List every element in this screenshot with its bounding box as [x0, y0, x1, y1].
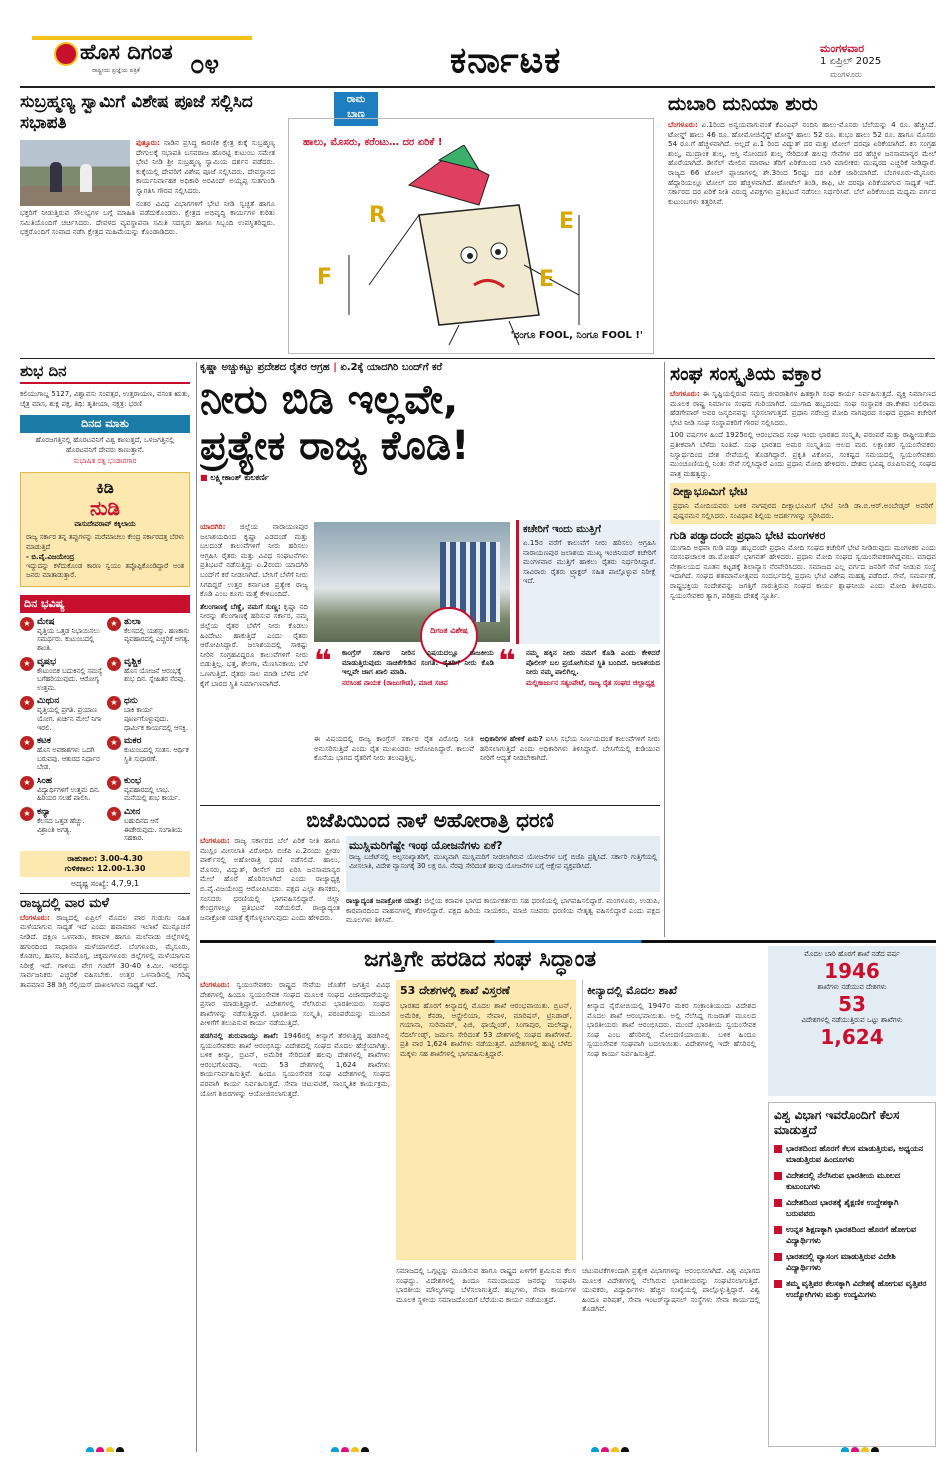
masthead-date: 1 ಏಪ್ರಿಲ್ 2025 — [820, 56, 882, 67]
lead-body: ಐಸಿಸಿ ಸಭೆಯ ನಿರ್ಣಯದಂತೆ ಕಾಲುವೆಗಳಿಗೆ ನೀರು ಹರಿಸಲಾಗುತ್ತಿದೆ ಎಂದು ಅಧಿಕಾರಿಗಳು ತಿಳಿಸಿದ್ದಾರೆ. ಬೇಸಿಗೆಯಲ್ಲಿ ಕುಡಿಯುವ ನೀರಿಗೆ ಆದ್ಯತೆ ನೀಡಬೇಕಾಗಿದೆ. — [480, 734, 660, 763]
kidi-nudi-box — [20, 472, 190, 586]
zodiac-icon: ★ — [107, 696, 121, 710]
dateline: ಬೆಂಗಳೂರು: — [200, 980, 230, 989]
lead-sidebox — [516, 520, 660, 644]
global-headline: ಜಗತ್ತಿಗೇ ಹರಡಿದ ಸಂಘ ಸಿದ್ಧಾಂತ — [363, 947, 597, 972]
story-body: ನಾಡಿನ ಪ್ರಸಿದ್ಧ ಕಾರಣಿಕ ಕ್ಷೇತ್ರ ಕುಕ್ಕೆ ಸುಬ್ರಹ್ಮಣ್ಯ ದೇಗುಲಕ್ಕೆ ಸಭಾಪತಿ ಬಸವರಾಜ ಹೊರಟ್ಟಿ ಕುಟುಂಬ ಸಮೇತ ಭೇಟಿ ನೀಡಿ ಶ್ರೀ ಸುಬ್ರಹ್ಮಣ್ಯ ಸ್ವಾಮಿಯ ದರ್ಶನ ಪಡೆದರು. ಕುಕ್ಕೆಯಲ್ಲಿ ದೇವರಿಗೆ ವಿಶೇಷ ಪೂಜೆ ಸಲ್ಲಿಸಿದರು. ದೇವಸ್ಥಾನದ ಕಾರ್ಯನಿರ್ವಾಹಕ ಅಧಿಕಾರಿ ಅರವಿಂದ್ ಅಯ್ಯಪ್ಪ ಸುತಗುಂಡಿ ಸ್ವಾಗತಿಸಿ ಗೌರವ ಸಲ್ಲಿಸಿದರು. — [136, 138, 275, 195]
horoscope-sign — [107, 736, 190, 772]
cartoon-drawing — [289, 145, 649, 345]
global-body: ಸ್ವಯಂಸೇವಕರು ರಾಷ್ಟ್ರದ ಸೇವೆಯ ಜೊತೆಗೆ ಜಗತ್ತಿನ ವಿವಿಧ ದೇಶಗಳಲ್ಲಿ ಹಿಂದೂ ಸ್ವಯಂಸೇವಕ ಸಂಘದ ಮೂಲಕ ಸಂಘದ ವಿಚಾರಧಾರೆಯನ್ನು ಪ್ರಸಾರ ಮಾಡುತ್ತಿದ್ದಾರೆ. ವಿದೇಶಗಳಲ್ಲಿ ನೆಲೆಸಿರುವ ಭಾರತೀಯರು ಸಂಘದ ಶಾಖೆಗಳನ್ನು ನಡೆಸುತ್ತಿದ್ದಾರೆ. ಭಾರತೀಯ ಸಂಸ್ಕೃತಿ, ಪರಂಪರೆಯನ್ನು ಮುಂದಿನ ಪೀಳಿಗೆಗೆ ತಲುಪಿಸುವ ಕಾರ್ಯ ನಡೆಯುತ್ತಿದೆ. — [200, 980, 390, 1028]
story-photo — [20, 140, 130, 206]
horoscope-sign — [20, 807, 103, 843]
stat-value: 1946 — [824, 959, 880, 983]
rss-body: ಯುಗಾದಿ ಅಥವಾ ಗುಡಿ ಪಡ್ವಾ ಹಬ್ಬದಂದೇ ಪ್ರಧಾನಿ ಮೋದಿ ಸಂಘದ ಕಚೇರಿಗೆ ಭೇಟಿ ನೀಡಿರುವುದು ಮಂಗಳಕರ ಎಂದು ಸರಸಂಘಚಾಲಕ ಡಾ.ಮೋಹನ್ ಭಾಗವತ್ ಹೇಳಿದರು. ಪ್ರಧಾನಿ ಮೋದಿ ಸಂಘದ ಸ್ವಯಂಸೇವಕರಾಗಿದ್ದವರು. ಮಾಧವ ನೇತ್ರಾಲಯದ ನೂತನ ಕಟ್ಟಡಕ್ಕೆ ಶಿಲಾನ್ಯಾಸ ನೆರವೇರಿಸಿದರು. ಸಮಾಜದ ಎಲ್ಲ ವರ್ಗದ ಜನರಿಗೆ ಸೇವೆ ನೀಡುವ ಸಂಸ್ಥೆ ಇದಾಗಿದೆ. ಸಂಘದ ಶತಮಾನೋತ್ಸವದ ಸಂದರ್ಭದಲ್ಲಿ ಪ್ರಧಾನಿ ಭೇಟಿ ವಿಶೇಷ ಮಹತ್ವ ಪಡೆದಿದೆ. ಸೇವೆ, ಸಮರ್ಪಣೆ, ರಾಷ್ಟ್ರಭಕ್ತಿಯ ಸಂದೇಶವನ್ನು ಜಗತ್ತಿಗೆ ಸಾರುತ್ತಿರುವ ಸಂಘದ ಕಾರ್ಯ ಶ್ಲಾಘನೀಯ ಎಂದು ಮೋದಿ ತಿಳಿಸಿದರು. ಸ್ವಯಂಸೇವಕರ ತ್ಯಾಗ, ಪರಿಶ್ರಮ ದೇಶಕ್ಕೆ ಸ್ಫೂರ್ತಿ. — [670, 542, 936, 600]
checkbox-icon — [774, 1172, 782, 1180]
cartoon-caption-top: ಹಾಲು, ಮೊಸರು, ಕರೆಂಟು… ದರ ಏರಿಕೆ ! — [303, 137, 443, 148]
horoscope-sign — [20, 657, 103, 693]
zodiac-icon: ★ — [20, 776, 34, 790]
checkbox-icon — [774, 1226, 782, 1234]
dateline: ಬೆಂಗಳೂರು: — [670, 389, 700, 398]
zodiac-icon: ★ — [107, 807, 121, 821]
zodiac-icon: ★ — [107, 736, 121, 750]
rss-body: ಪ್ರಧಾನಿ ಮೋದಿಯವರು ಬಳಿಕ ನಾಗಪುರದ ದೀಕ್ಷಾಭೂಮಿಗೆ ಭೇಟಿ ನೀಡಿ ಡಾ.ಬಿ.ಆರ್.ಅಂಬೇಡ್ಕರ್ ಅವರಿಗೆ ಪುಷ್ಪನಮನ ಸಲ್ಲಿಸಿದರು. ಸಂವಿಧಾನ ಶಿಲ್ಪಿಯ ಆದರ್ಶಗಳನ್ನು ಸ್ಮರಿಸಿದರು. — [670, 501, 936, 523]
lead-byline: ■ ಲಕ್ಷ್ಮೀಕಾಂತ್ ಕುಲಕರ್ಣಿ — [200, 473, 269, 482]
cartoon-tag: ರಾಮ ಬಾಣ — [334, 92, 378, 126]
sign-text: ಕೌಟುಂಬಿಕ ಬದುಕಿನಲ್ಲಿ ಸಮಸ್ಯೆ ಬಗೆಹರಿಯುವುದು. ಆರೋಗ್ಯ ಉತ್ತಮ. — [37, 666, 103, 692]
global-body: 1946ರಲ್ಲಿ ಕೀನ್ಯಾಗೆ ತೆರಳುತ್ತಿದ್ದ ಹಡಗಿನಲ್ಲಿ ಸ್ವಯಂಸೇವಕರು ಶಾಖೆ ಆರಂಭಿಸಿದ್ದು ವಿದೇಶದಲ್ಲಿ ಸಂಘದ ಮೊದಲ ಹೆಜ್ಜೆಯಾಗಿತ್ತು. ಬಳಿಕ ಕೀನ್ಯಾ, ಬ್ರಿಟನ್, ಅಮೆರಿಕ ಸೇರಿದಂತೆ ಹಲವು ದೇಶಗಳಲ್ಲಿ ಶಾಖೆಗಳು ಆರಂಭಗೊಂಡವು. ಇಂದು 53 ದೇಶಗಳಲ್ಲಿ 1,624 ಶಾಖೆಗಳು ಕಾರ್ಯನಿರ್ವಹಿಸುತ್ತಿವೆ. ಹಿಂದೂ ಸ್ವಯಂಸೇವಕ ಸಂಘ ವಿದೇಶಗಳಲ್ಲಿ ಸಂಘದ ಪರವಾಗಿ ಕಾರ್ಯ ನಿರ್ವಹಿಸುತ್ತದೆ. ಸೇವಾ ಚಟುವಟಿಕೆ, ಸಾಂಸ್ಕೃತಿಕ ಕಾರ್ಯಕ್ರಮ, ಯೋಗ ಶಿಬಿರಗಳನ್ನು ಆಯೋಜಿಸಲಾಗುತ್ತದೆ. — [200, 1030, 390, 1098]
sign-name: ಕುಂಭ — [124, 775, 142, 786]
cartoon-panel — [286, 92, 656, 354]
cartoon-letter: F — [317, 265, 333, 290]
rain-headline: ರಾಜ್ಯದಲ್ಲಿ ವಾರ ಮಳೆ — [20, 893, 190, 911]
sign-name: ಸಿಂಹ — [37, 775, 53, 786]
panchanga-text: ಕಲಿಯುಗಾಬ್ದ 5127, ವಿಶ್ವಾವಸು ಸಂವತ್ಸರ, ಉತ್ತರಾಯಣ, ವಸಂತ ಋತು, ಚೈತ್ರ ಮಾಸ, ಶುಕ್ಲ ಪಕ್ಷ, ತಿಥಿ: ತೃತೀಯಾ, ನಕ್ಷತ್ರ: ಭರಣಿ — [20, 390, 190, 408]
section-title: ಕರ್ನಾಟಕ — [450, 40, 562, 81]
checkbox-icon — [774, 1253, 782, 1261]
checkbox-icon — [774, 1280, 782, 1288]
lucky-number: ಅದೃಷ್ಟ ಸಂಖ್ಯೆ: 4,7,9,1 — [70, 878, 140, 888]
lead-subhead: ಅಧಿಕಾರಿಗಳ ಹೇಳಿಕೆ ಏನು? — [480, 734, 543, 743]
vishwa-headline: ವಿಶ್ವ ವಿಭಾಗ ಇವರೊಂದಿಗೆ ಕೆಲಸ ಮಾಡುತ್ತದೆ — [774, 1108, 900, 1137]
lead-headline-line2: ಪ್ರತ್ಯೇಕ ರಾಜ್ಯ ಕೊಡಿ! — [200, 423, 470, 469]
quote-header: ದಿನದ ಮಾತು — [20, 415, 190, 433]
story-headline: ದುಬಾರಿ ದುನಿಯಾ ಶುರು — [668, 93, 818, 115]
sign-text: ವೃತ್ತಿಯಲ್ಲಿ ಪ್ರಗತಿ. ಪ್ರಯಾಣ ಯೋಗ. ಖರ್ಚಿನ ಮೇಲೆ ನಿಗಾ ಇರಲಿ. — [37, 706, 102, 732]
lead-quote-2: ❝ ನಮ್ಮ ಹಕ್ಕಿನ ನೀರು ನಮಗೆ ಕೊಡಿ ಎಂದು ಕೇಳಿದರೆ ಪೊಲೀಸ್ ಬಲ ಪ್ರಯೋಗಿಸುವ ಸ್ಥಿತಿ ಬಂದಿದೆ. ಜಲಾಶಯದ ನೀರು ನಮ್ಮ ಪಾಲಿಗಿಲ್ಲ. ಮಲ್ಲಿಕಾರ್ಜುನ ಸತ್ಯಂಪೇಟೆ, ರಾಜ್ಯ ರೈತ ಸಂಘದ ಜಿಲ್ಲಾಧ್ಯಕ್ಷ — [498, 648, 660, 687]
bjp-body: ಜಿಲ್ಲೆಯ ಕರಾವಳಿ ಭಾಗದ ಕಾರ್ಯಕರ್ತರು ಸಹ ಧರಣಿಯಲ್ಲಿ ಭಾಗವಹಿಸಲಿದ್ದಾರೆ. ಮಂಗಳೂರು, ಉಡುಪಿ, ಕಾರವಾರದಿಂದ ವಾಹನಗಳಲ್ಲಿ ತೆರಳಲಿದ್ದಾರೆ. ಪಕ್ಷದ ಹಿರಿಯ ನಾಯಕರು, ಮಾಜಿ ಸಚಿವರು ಧರಣಿಯ ನೇತೃತ್ವ ವಹಿಸಲಿದ್ದಾರೆ ಎಂದು ಪಕ್ಷದ ಮೂಲಗಳು ತಿಳಿಸಿವೆ. — [346, 896, 660, 925]
zodiac-icon: ★ — [107, 657, 121, 671]
stat-value: 1,624 — [820, 1025, 884, 1049]
quote-icon: ❝ — [314, 648, 332, 679]
sign-name: ಮಿಥುನ — [37, 696, 60, 707]
rss-story — [670, 362, 936, 937]
kidi-line: ಇದ್ದುದನ್ನು ಕಳೆದುಕೊಂಡ ಕಾರಣ ಸ್ವಯಂ ತಪ್ಪೊಪ್ಪಿಕೊಂಡಿದ್ದಾರೆ ಅಂತ ಜನರು ಮಾತಾಡುತ್ತಾರೆ. — [26, 561, 184, 580]
print-marks — [85, 1440, 135, 1452]
stat-value: 53 — [838, 992, 866, 1016]
horoscope-header: ದಿನ ಭವಿಷ್ಯ — [20, 595, 190, 613]
zodiac-icon: ★ — [20, 617, 34, 631]
quote-icon: ❝ — [498, 648, 516, 679]
dateline: ಪುತ್ತೂರು: — [136, 138, 160, 147]
rss-body: 100 ವರ್ಷಗಳ ಹಿಂದೆ 1925ರಲ್ಲಿ ಆರಂಭವಾದ ಸಂಘ ಇಂದು ಭಾರತದ ಸಂಸ್ಕೃತಿ, ಪರಂಪರೆ ಮತ್ತು ರಾಷ್ಟ್ರೀಯತೆಯ ಪ್ರತೀಕವಾಗಿ ಬೆಳೆದು ನಿಂತಿದೆ. ಸಂಘ ಭಾರತದ ಅಮರ ಸಂಸ್ಕೃತಿಯ ಆಲದ ಮರ. ಲಕ್ಷಾಂತರ ಸ್ವಯಂಸೇವಕರು ನಿಸ್ವಾರ್ಥದಿಂದ ದೇಶ ಸೇವೆಯಲ್ಲಿ ತೊಡಗಿದ್ದಾರೆ. ಪ್ರಕೃತಿ ವಿಕೋಪ, ಸಂಕಷ್ಟದ ಸಮಯದಲ್ಲಿ ಸ್ವಯಂಸೇವಕರು ಮುಂಚೂಣಿಯಲ್ಲಿ ನಿಂತು ಸೇವೆ ಸಲ್ಲಿಸಿದ್ದಾರೆ ಎಂದು ಪ್ರಧಾನಿ ಮೋದಿ ಹೇಳಿದರು. ದೇಶದ ಭವಿಷ್ಯ ರೂಪಿಸುವಲ್ಲಿ ಸಂಘದ ಪಾತ್ರ ಮಹತ್ವದ್ದು. — [670, 430, 936, 478]
checkbox-icon — [774, 1199, 782, 1207]
shubha-dina-header: ಶುಭ ದಿನ — [20, 362, 190, 384]
story-price-hike — [668, 92, 936, 354]
vishwa-list-item: ವಿದೇಶದಲ್ಲಿ ನೆಲೆಸಿರುವ ಭಾರತೀಯ ಮೂಲದ ಕುಟುಂಬಗಳು — [774, 1171, 930, 1192]
horoscope-sign — [20, 736, 103, 772]
lead-story — [200, 362, 660, 802]
masthead-city: ಮಂಗಳೂರು — [830, 70, 862, 79]
print-marks — [840, 1440, 890, 1452]
bjp-story — [200, 808, 660, 936]
sign-text: ವಿದ್ಯಾರ್ಥಿಗಳಿಗೆ ಉತ್ತಮ ದಿನ. ಹಿರಿಯರ ಸಲಹೆ ಪಾಲಿಸಿ. — [37, 785, 100, 803]
sign-text: ಹೊಸ ಯೋಜನೆ ಆರಂಭಕ್ಕೆ ಶುಭ ದಿನ. ಸ್ನೇಹಿತರ ನೆರವು. — [124, 666, 186, 684]
shubha-dina-column — [20, 362, 190, 1452]
horoscope-sign — [107, 776, 190, 803]
stats-box: ಮೊದಲ ಬಾರಿ ಹೊರಗೆ ಶಾಖೆ ನಡೆದ ವರ್ಷ 1946 ಶಾಖೆಗಳು ನಡೆಯುವ ದೇಶಗಳು 53 ವಿದೇಶಗಳಲ್ಲಿ ನಡೆಯುತ್ತಿರುವ ಒಟ್ಟು ಶಾಖೆಗಳು 1,624 — [768, 946, 936, 1096]
dateline: ಬೆಂಗಳೂರು: — [200, 836, 230, 845]
global-body: ಸಮಾಜದಲ್ಲಿ ಒಗ್ಗಟ್ಟನ್ನು ಮೂಡಿಸುವ ಹಾಗೂ ರಾಷ್ಟ್ರದ ಏಳಿಗೆಗೆ ಶ್ರಮಿಸುವ ಕೆಲಸ ಸಂಘದ್ದು. ವಿದೇಶಗಳಲ್ಲಿ ಹಿಂದೂ ಸಮುದಾಯದ ಜನರನ್ನು ಸಂಘಟಿಸಿ ಭಾರತೀಯ ಮೌಲ್ಯಗಳನ್ನು ಬೆಳೆಸಲಾಗುತ್ತಿದೆ. ಹಬ್ಬಗಳು, ಸೇವಾ ಕಾರ್ಯಗಳ ಮೂಲಕ ಸ್ಥಳೀಯ ಸಮಾಜದೊಂದಿಗೆ ಬೆರೆಯುವ ಕಾರ್ಯ ನಡೆಯುತ್ತದೆ. — [396, 1266, 576, 1304]
rss-subhead: ಗುಡಿ ಪಡ್ವಾದಂದೇ ಪ್ರಧಾನಿ ಭೇಟಿ ಮಂಗಳಕರ — [670, 528, 826, 542]
cartoon-letter: R — [369, 203, 386, 228]
logo-text: ಹೊಸ ದಿಗಂತ — [80, 40, 173, 64]
kidi-sub: ನುಡಿ — [89, 496, 121, 521]
masthead — [10, 28, 935, 86]
global-box-kenya: ಕೀನ್ಯಾದಲ್ಲಿ ಮೊದಲ ಶಾಖೆ ಕೀನ್ಯಾದ ನೈರೋಬಿಯಲ್ಲಿ 1947ರ ಮಕರ ಸಂಕ್ರಾಂತಿಯಂದು ವಿದೇಶದ ಮೊದಲ ಶಾಖೆ ಆರಂಭವಾಯಿತು. ಅಲ್ಲಿ ನೆಲೆಸಿದ್ದ ಗುಜರಾತ್ ಮೂಲದ ಭಾರತೀಯರು ಶಾಖೆ ಆರಂಭಿಸಿದರು. ಮುಂದೆ ಭಾರತೀಯ ಸ್ವಯಂಸೇವಕ ಸಂಘ ಎಂಬ ಹೆಸರಿನಲ್ಲಿ ನೋಂದಣಿಯಾಯಿತು. ಬಳಿಕ ಹಿಂದೂ ಸ್ವಯಂಸೇವಕ ಸಂಘವಾಗಿ ಬದಲಾಯಿತು. ವಿದೇಶಗಳಲ್ಲಿ ಇದೇ ಹೆಸರಿನಲ್ಲಿ ಸಂಘ ಕಾರ್ಯ ನಿರ್ವಹಿಸುತ್ತಿದೆ. — [582, 980, 760, 1260]
vishwa-list-item: ಭಾರತದಿಂದ ಹೊರಗೆ ಕೆಲಸ ಮಾಡುತ್ತಿರುವ, ಅಧ್ಯಯನ ಮಾಡುತ್ತಿರುವ ಹಿಂದೂಗಳು — [774, 1144, 930, 1165]
sign-text: ಬಾಕಿ ಕಾರ್ಯ ಪೂರ್ಣಗೊಳ್ಳುವುದು. ಧಾರ್ಮಿಕ ಕಾರ್ಯದಲ್ಲಿ ಆಸಕ್ತಿ. — [124, 706, 188, 732]
horoscope-grid — [20, 617, 190, 847]
sign-text: ಕುಟುಂಬದಲ್ಲಿ ಸಂತಸ. ಆರ್ಥಿಕ ಸ್ಥಿತಿ ಸುಧಾರಣೆ. — [124, 746, 189, 763]
lead-kicker: ಕೃಷ್ಣಾ ಅಚ್ಚುಕಟ್ಟು ಪ್ರದೇಶದ ರೈತರ ಆಗ್ರಹ | ಏ.2ಕ್ಕೆ ಯಾದಗಿರಿ ಬಂದ್‌ಗೆ ಕರೆ — [200, 362, 443, 373]
sign-text: ಹೊಸ ಅವಕಾಶಗಳು ಒದಗಿ ಬರುವವು. ಆತುರದ ನಿರ್ಧಾರ ಬೇಡ. — [37, 746, 100, 772]
kidi-line: ರಾಜ್ಯ ಸರ್ಕಾರ ತನ್ನ ತಪ್ಪುಗಳನ್ನು ಮರೆಮಾಚಲು ಕೇಂದ್ರ ಸರ್ಕಾರದತ್ತ ಬೆರಳು ಮಾಡುತ್ತಿದೆ — [26, 533, 184, 551]
sign-name: ವೃಶ್ಚಿಕ — [124, 656, 142, 667]
person-icon — [80, 164, 92, 192]
dateline: ಬೆಂಗಳೂರು: — [668, 120, 698, 129]
rss-headline: ಸಂಘ ಸಂಸ್ಕೃತಿಯ ವಕ್ತಾರ — [670, 363, 822, 385]
horoscope-sign — [20, 617, 103, 653]
lead-body: ಜಿಲ್ಲೆಯ ನಾರಾಯಣಪುರ ಜಲಾಶಯದಿಂದ ಕೃಷ್ಣಾ ಎಡದಂಡೆ ಮತ್ತು ಬಲದಂಡೆ ಕಾಲುವೆಗಳಿಗೆ ನೀರು ಹರಿಸಲು ಆಗ್ರಹಿಸಿ ರೈತರು ಮತ್ತು ವಿವಿಧ ಸಂಘಟನೆಗಳು ಪ್ರತಿಭಟನೆ ನಡೆಸುತ್ತಿದ್ದು ಏ.2ರಂದು ಯಾದಗಿರಿ ಬಂದ್‌ಗೆ ಕರೆ ನೀಡಲಾಗಿದೆ. ಬೇಸಿಗೆ ಬೆಳೆಗೆ ನೀರು ಸಿಗದಿದ್ದರೆ ಉತ್ತರ ಕರ್ನಾಟಕ ಪ್ರತ್ಯೇಕ ರಾಜ್ಯ ಕೊಡಿ ಎಂಬ ಕೂಗು ಮತ್ತೆ ಕೇಳಿಬಂದಿದೆ. — [200, 522, 308, 599]
horoscope-sign — [107, 617, 190, 653]
checkbox-icon — [774, 1145, 782, 1153]
story-headline: ಸುಬ್ರಹ್ಮಣ್ಯ ಸ್ವಾಮಿಗೆ ವಿಶೇಷ ಪೂಜೆ ಸಲ್ಲಿಸಿದ ಸಭಾಪತಿ — [20, 92, 253, 133]
rss-subhead: ದೀಕ್ಷಾಭೂಮಿಗೆ ಭೇಟಿ — [670, 483, 936, 501]
bjp-body: ರಾಜ್ಯ ಸರ್ಕಾರದ ಬೆಲೆ ಏರಿಕೆ ನೀತಿ ಹಾಗೂ ಮುಸ್ಲಿಂ ಮೀಸಲಾತಿ ವಿರೋಧಿಸಿ ಬಿಜೆಪಿ ಏ.2ರಂದು ಫ್ರೀಡಂ ಪಾರ್ಕ್‌ನಲ್ಲಿ ಅಹೋರಾತ್ರಿ ಧರಣಿ ನಡೆಸಲಿದೆ. ಹಾಲು, ಮೊಸರು, ವಿದ್ಯುತ್, ಡೀಸೆಲ್ ದರ ಏರಿಸಿ ಜನಸಾಮಾನ್ಯರ ಮೇಲೆ ಹೊರೆ ಹೊರಿಸಲಾಗಿದೆ ಎಂದು ರಾಜ್ಯಾಧ್ಯಕ್ಷ ಬಿ.ವೈ.ವಿಜಯೇಂದ್ರ ಆರೋಪಿಸಿದರು. ಪಕ್ಷದ ಎಲ್ಲಾ ಶಾಸಕರು, ಸಂಸದರು ಧರಣಿಯಲ್ಲಿ ಭಾಗವಹಿಸಲಿದ್ದಾರೆ. ಜಿಲ್ಲಾ ಕೇಂದ್ರಗಳಲ್ಲೂ ಪ್ರತಿಭಟನೆ ನಡೆಯಲಿದೆ. ರಾಜ್ಯಾದ್ಯಂತ ಜನಾಕ್ರೋಶ ಯಾತ್ರೆ ಕೈಗೊಳ್ಳಲಾಗುವುದು ಎಂದು ಹೇಳಿದರು. — [200, 836, 340, 922]
lead-body: ಈ ವಿಷಯದಲ್ಲಿ ರಾಜ್ಯ ಕಾಂಗ್ರೆಸ್ ಸರ್ಕಾರ ರೈತ ವಿರೋಧಿ ನೀತಿ ಅನುಸರಿಸುತ್ತಿದೆ ಎಂದು ರೈತ ಮುಖಂಡರು ಆರೋಪಿಸಿದ್ದಾರೆ. ಕಾಲುವೆ ಕೊನೆಯ ಭಾಗದ ರೈತರಿಗೆ ನೀರು ತಲುಪುತ್ತಿಲ್ಲ. — [314, 734, 474, 763]
sign-text: ಕೆಲಸದಲ್ಲಿ ಯಶಸ್ಸು. ಹಣಕಾಸು ವ್ಯವಹಾರದಲ್ಲಿ ಎಚ್ಚರಿಕೆ ಅಗತ್ಯ. — [124, 626, 190, 644]
sign-text: ಕೆಲಸದ ಒತ್ತಡ ಹೆಚ್ಚು. ವಿಶ್ರಾಂತಿ ಅಗತ್ಯ. — [37, 817, 85, 834]
sign-name: ಧನು — [124, 696, 138, 707]
bjp-headline: ಬಿಜೆಪಿಯಿಂದ ನಾಳೆ ಅಹೋರಾತ್ರಿ ಧರಣಿ — [306, 808, 554, 832]
story-body: ನಂತರ ವಿವಿಧ ವಿಭಾಗಗಳಿಗೆ ಭೇಟಿ ನೀಡಿ ಸ್ವಚ್ಛತೆ ಹಾಗೂ ಭಕ್ತರಿಗೆ ನೀಡುತ್ತಿರುವ ಸೌಲಭ್ಯಗಳ ಬಗ್ಗೆ ಮಾಹಿತಿ ಪಡೆದುಕೊಂಡರು. ಕ್ಷೇತ್ರದ ಅಭಿವೃದ್ಧಿ ಕಾರ್ಯಗಳ ಕುರಿತು ಸಮಿತಿಯೊಂದಿಗೆ ಚರ್ಚಿಸಿದರು. ದೇವಳದ ವ್ಯವಸ್ಥಾಪನಾ ಸಮಿತಿ ಸದಸ್ಯರು ಹಾಗೂ ಸಿಬ್ಬಂದಿ ಉಪಸ್ಥಿತರಿದ್ದರು. ಭಕ್ತರೊಂದಿಗೆ ಸಂವಾದ ನಡೆಸಿ ಕ್ಷೇತ್ರದ ಮಹಿಮೆಯನ್ನು ಕೊಂಡಾಡಿದರು. — [20, 198, 275, 237]
print-marks — [330, 1440, 380, 1452]
logo-emblem-icon — [54, 42, 78, 66]
kidi-author: ವಾಸುದೇವರಾವ್ ಕಕ್ಕಿಲಾಯ — [74, 520, 136, 529]
zodiac-icon: ★ — [20, 736, 34, 750]
vishwa-vibhaga-box — [768, 1102, 936, 1447]
dam-photo — [314, 522, 510, 642]
zodiac-icon: ★ — [20, 807, 34, 821]
rahu-kala: ರಾಹುಕಾಲ: 3.00-4.30 ಗುಳಿಕಕಾಲ: 12.00-1.30 — [20, 851, 190, 877]
vishwa-list-item: ಭಾರತದಲ್ಲಿ ವ್ಯಾಸಂಗ ಮಾಡುತ್ತಿರುವ ವಿದೇಶಿ ವಿದ್ಯಾರ್ಥಿಗಳು — [774, 1252, 930, 1273]
sign-name: ಮೇಷ — [37, 616, 55, 627]
cartoon-letter: E — [559, 209, 575, 234]
horoscope-sign — [20, 776, 103, 803]
page-number: ೦೪ — [190, 50, 220, 80]
dateline: ಯಾದಗಿರಿ: — [200, 522, 226, 531]
zodiac-icon: ★ — [107, 617, 121, 631]
sign-text: ವ್ಯವಹಾರದಲ್ಲಿ ಲಾಭ. ಮನೆಯಲ್ಲಿ ಶುಭ ಕಾರ್ಯ. — [124, 785, 180, 803]
cartoon-caption-bottom: 'ನಂಗೂ FOOL, ನಿಂಗೂ FOOL !' — [510, 330, 643, 341]
sidebox-body: ಏ.15ರ ವರೆಗೆ ಕಾಲುವೆಗೆ ನೀರು ಹರಿಸಲು ಆಗ್ರಹಿಸಿ ನಾರಾಯಣಪುರ ಜಲಾಶಯ ಮುಖ್ಯ ಇಂಜಿನಿಯರ್ ಕಚೇರಿಗೆ ಮಂಗಳವಾರ ಮುತ್ತಿಗೆ ಹಾಕಲು ರೈತರು ನಿರ್ಧರಿಸಿದ್ದಾರೆ. ಸಾವಿರಾರು ರೈತರು ಟ್ರ್ಯಾಕ್ಟರ್ ಸಹಿತ ಪಾಲ್ಗೊಳ್ಳುವ ನಿರೀಕ್ಷೆ ಇದೆ. — [523, 538, 656, 586]
story-subrahmanya — [20, 92, 275, 354]
lead-body: ಕೃಷ್ಣಾ ನದಿ ನೀರನ್ನು ತೆಲಂಗಾಣಕ್ಕೆ ಹರಿಸುವ ಸರ್ಕಾರ, ನಮ್ಮ ಜಿಲ್ಲೆಯ ರೈತರ ಬೆಳೆಗೆ ನೀರು ಕೊಡಲು ಹಿಂದೇಟು ಹಾಕುತ್ತಿದೆ ಎಂದು ರೈತರು ಆರೋಪಿಸಿದ್ದಾರೆ. ಜಲಾಶಯದಲ್ಲಿ ಸಾಕಷ್ಟು ನೀರಿನ ಸಂಗ್ರಹವಿದ್ದರೂ ಕಾಲುವೆಗಳಿಗೆ ನೀರು ಬಿಡುತ್ತಿಲ್ಲ. ಭತ್ತ, ಶೇಂಗಾ, ಮೆಣಸಿನಕಾಯಿ ಬೆಳೆ ಒಣಗುತ್ತಿದೆ. ರೈತರು ಸಾಲ ಮಾಡಿ ಬೆಳೆದ ಬೆಳೆ ಕೈಗೆ ಬಾರದ ಸ್ಥಿತಿ ನಿರ್ಮಾಣವಾಗಿದೆ. — [200, 601, 308, 688]
sign-name: ಮಕರ — [124, 736, 142, 747]
rain-body: ರಾಜ್ಯದಲ್ಲಿ ಏಪ್ರಿಲ್ ಮೊದಲ ವಾರ ಗುಡುಗು ಸಹಿತ ಮಳೆಯಾಗುವ ಸಾಧ್ಯತೆ ಇದೆ ಎಂದು ಹವಾಮಾನ ಇಲಾಖೆ ಮುನ್ಸೂಚನೆ ನೀಡಿದೆ. ದಕ್ಷಿಣ ಒಳನಾಡು, ಕರಾವಳಿ ಹಾಗೂ ಮಲೆನಾಡು ಜಿಲ್ಲೆಗಳಲ್ಲಿ ಹಗುರದಿಂದ ಸಾಧಾರಣ ಮಳೆಯಾಗಲಿದೆ. ಬೆಂಗಳೂರು, ಮೈಸೂರು, ಕೊಡಗು, ಹಾಸನ, ಶಿವಮೊಗ್ಗ, ಚಿಕ್ಕಮಗಳೂರು ಜಿಲ್ಲೆಗಳಲ್ಲಿ ಮಳೆಯಾಗುವ ನಿರೀಕ್ಷೆ ಇದೆ. ಗಾಳಿಯ ವೇಗ ಗಂಟೆಗೆ 30-40 ಕಿ.ಮೀ. ಇರಲಿದ್ದು ಸಾರ್ವಜನಿಕರು ಎಚ್ಚರಿಕೆ ವಹಿಸಬೇಕು. ಉತ್ತರ ಒಳನಾಡಿನಲ್ಲಿ ಗರಿಷ್ಠ ತಾಪಮಾನ 38 ಡಿಗ್ರಿ ಸೆಲ್ಸಿಯಸ್ ದಾಖಲಾಗುವ ಸಾಧ್ಯತೆ ಇದೆ. — [20, 912, 190, 989]
sign-name: ತುಲಾ — [124, 616, 141, 627]
sign-text: ಬಹುದಿನದ ಆಸೆ ಈಡೇರುವುದು. ಸಂಗಾತಿಯ ಸಹಕಾರ. — [124, 817, 183, 843]
global-body: ಚಟುವಟಿಕೆಗಳಿಂದಾಗಿ ಪ್ರತ್ಯೇಕ ವಿಭಾಗಗಳನ್ನು ಆರಂಭಿಸಲಾಗಿದೆ. ವಿಶ್ವ ವಿಭಾಗದ ಮೂಲಕ ವಿದೇಶಗಳಲ್ಲಿ ನೆಲೆಸಿರುವ ಭಾರತೀಯರನ್ನು ಸಂಘಟಿಸಲಾಗುತ್ತಿದೆ. ಯುವಕರು, ವಿದ್ಯಾರ್ಥಿಗಳು ಹೆಚ್ಚಿನ ಸಂಖ್ಯೆಯಲ್ಲಿ ಪಾಲ್ಗೊಳ್ಳುತ್ತಿದ್ದಾರೆ. ವಿಶ್ವ ಹಿಂದೂ ಪರಿಷತ್, ಸೇವಾ ಇಂಟರ್‌ನ್ಯಾಷನಲ್ ಸಂಸ್ಥೆಗಳು ಸೇವಾ ಕಾರ್ಯದಲ್ಲಿ ತೊಡಗಿವೆ. — [582, 1266, 760, 1314]
quote-text: ಹೊರಜಗತ್ತಿನಲ್ಲಿ ಹೊರಟವನಿಗೆ ವಿಶ್ವ ಕಾಣುತ್ತದೆ, ಒಳಜಗತ್ತಿನಲ್ಲಿ ಹೊರಟವನಿಗೆ ದೇವರು ಕಾಣುತ್ತಾನೆ. — [35, 436, 175, 454]
lead-headline-line1: ನೀರು ಬಿಡಿ ಇಲ್ಲವೇ, — [200, 377, 459, 423]
print-marks — [590, 1440, 640, 1452]
bjp-subhead: ರಾಜ್ಯಾದ್ಯಂತ ಜನಾಕ್ರೋಶ ಯಾತ್ರೆ: — [346, 896, 422, 905]
zodiac-icon: ★ — [20, 657, 34, 671]
horoscope-sign — [107, 807, 190, 843]
digantha-vishesha-stamp: ದಿಗಂತ ವಿಶೇಷ — [420, 607, 478, 665]
kidi-title: ಕಿಡಿ — [96, 478, 114, 498]
vishwa-list-item: ವಿದೇಶದಿಂದ ಭಾರತಕ್ಕೆ ಶೈಕ್ಷಣಿಕ ಉದ್ದೇಶಕ್ಕಾಗಿ ಬರುವವರು — [774, 1198, 930, 1219]
vishwa-list — [774, 1144, 930, 1300]
vishwa-list-item: ಉನ್ನತ ಶಿಕ್ಷಣಕ್ಕಾಗಿ ಭಾರತದಿಂದ ಹೊರಗೆ ಹೋಗುವ ವಿದ್ಯಾರ್ಥಿಗಳು — [774, 1225, 930, 1246]
sign-name: ಕಟಕ — [37, 736, 51, 747]
cartoon-frame — [288, 118, 654, 354]
cartoon-letter: E — [539, 267, 555, 292]
rss-body: ಈ ಸೃಷ್ಟಿಯಲ್ಲಿರುವ ಸಮಸ್ತ ಜೀವರಾಶಿಗಳ ಹಿತಕ್ಕಾಗಿ ಸಂಘ ಕಾರ್ಯ ನಿರ್ವಹಿಸುತ್ತದೆ. ವ್ಯಕ್ತಿ ನಿರ್ಮಾಣದ ಮೂಲಕ ರಾಷ್ಟ್ರ ನಿರ್ಮಾಣ ಸಂಘದ ಗುರಿಯಾಗಿದೆ. ಯುಗಾದಿ ಹಬ್ಬದಂದು ಸಂಘ ಸಂಸ್ಥಾಪಕ ಡಾ.ಕೇಶವ ಬಲಿರಾಮ ಹೆಡಗೇವಾರ್ ಅವರ ಜನ್ಮದಿನವನ್ನು ಸ್ಮರಿಸಲಾಗುತ್ತದೆ. ಪ್ರಧಾನಿ ನರೇಂದ್ರ ಮೋದಿ ನಾಗಪುರದ ಸಂಘದ ಪ್ರಧಾನ ಕಚೇರಿಗೆ ಭೇಟಿ ನೀಡಿ ಸಂಘ ಸಂಸ್ಥಾಪಕರಿಗೆ ಗೌರವ ಸಲ್ಲಿಸಿದರು. — [670, 389, 936, 427]
story-body: ಏ.1ರಿಂದ ಅನ್ವಯವಾಗುವಂತೆ ಕೆಎಂಎಫ್ ನಂದಿನಿ ಹಾಲು-ಮೊಸರು ಬೆಲೆಯನ್ನು 4 ರೂ. ಹೆಚ್ಚಿಸಿದೆ. ಟೋನ್ಡ್ ಹಾಲು 46 ರೂ. ಹೋಮೋಜಿನೈಸ್ಡ್ ಟೋನ್ಡ್ ಹಾಲು 52 ರೂ. ಶುಭಂ ಹಾಲು 52 ರೂ. ಹಾಗೂ ಮೊಸರು 54 ರೂ.ಗೆ ಹೆಚ್ಚಳವಾಗಿದೆ. ಅಲ್ಲದೆ ಏ.1 ರಿಂದ ವಿದ್ಯುತ್ ದರ ಮತ್ತು ಟೋಲ್ ದರವೂ ಏರಿಕೆಯಾಗಿದೆ. ಕಸ ಸಂಗ್ರಹ ಶುಲ್ಕ, ಮುದ್ರಾಂಕ ಶುಲ್ಕ, ಆಸ್ತಿ ನೋಂದಣಿ ಶುಲ್ಕ ಸೇರಿದಂತೆ ಹಲವು ಸೇವೆಗಳ ದರ ಹೆಚ್ಚಳ ಜನಸಾಮಾನ್ಯರ ಮೇಲೆ ಹೊರೆಯಾಗಿದೆ. ಡೀಸೆಲ್ ಮೇಲಿನ ಮಾರಾಟ ತೆರಿಗೆ ಏರಿಕೆಯಿಂದ ಲಾರಿ ಮಾಲೀಕರು ಮುಷ್ಕರದ ಎಚ್ಚರಿಕೆ ನೀಡಿದ್ದಾರೆ. ರಾಜ್ಯದ 66 ಟೋಲ್ ಪ್ಲಾಜಾಗಳಲ್ಲಿ ಶೇ.3ರಿಂದ 5ರಷ್ಟು ದರ ಏರಿಕೆ ಜಾರಿಯಾಗಿದೆ. ಬೆಂಗಳೂರು-ಮೈಸೂರು ಹೆದ್ದಾರಿಯಲ್ಲೂ ಟೋಲ್ ದರ ಹೆಚ್ಚಳವಾಗಿದೆ. ಹೋಟೆಲ್ ತಿಂಡಿ, ಕಾಫಿ, ಟೀ ದರವೂ ಏರಿಕೆಯಾಗುವ ಸಾಧ್ಯತೆ ಇದೆ. ಸರ್ಕಾರದ ದರ ಏರಿಕೆ ನೀತಿ ವಿರುದ್ಧ ವಿಪಕ್ಷಗಳು ಪ್ರತಿಭಟನೆ ನಡೆಸಲು ನಿರ್ಧರಿಸಿವೆ. ಬೆಲೆ ಏರಿಕೆಯಿಂದ ಮಧ್ಯಮ ವರ್ಗದ ಕುಟುಂಬಗಳು ತತ್ತರಿಸಿವೆ. — [668, 120, 936, 206]
zodiac-icon: ★ — [20, 696, 34, 710]
sign-name: ಕನ್ಯಾ — [37, 807, 51, 818]
person-icon — [50, 162, 62, 192]
lead-quote-1: ❝ ಕಾಂಗ್ರೆಸ್ ಸರ್ಕಾರ ನೀರಿನ ವಿಷಯದಲ್ಲೂ ರಾಜಕೀಯ ಮಾಡುತ್ತಿರುವುದು ನಾಚಿಕೆಗೇಡಿನ ಸಂಗತಿ. ರೈತರಿಗೆ ನೀರು ಕೊಡಿ ಇಲ್ಲವೇ ಜಾಗ ಖಾಲಿ ಮಾಡಿ. ನರಸಿಂಹ ನಾಯಕ (ರಾಜುಗೌಡ), ಮಾಜಿ ಸಚಿವ — [314, 648, 494, 687]
zodiac-icon: ★ — [107, 776, 121, 790]
dateline: ಬೆಂಗಳೂರು: — [20, 912, 50, 922]
kidi-line: - ಬಿ.ವೈ.ವಿಜಯೇಂದ್ರ — [26, 552, 75, 561]
sign-text: ವೃತ್ತಿಯ ಒತ್ತಡ ನಿಭಾಯಿಸಲು ಸಮರ್ಥರು. ಕುಟುಂಬದಲ್ಲಿ ಶಾಂತಿ. — [37, 626, 100, 652]
horoscope-sign — [107, 657, 190, 693]
sidebox-title: ಕಚೇರಿಗೆ ಇಂದು ಮುತ್ತಿಗೆ — [523, 524, 601, 535]
quote-source: ಸುಭಾಷಿತ ರತ್ನ ಭಂಡಾರಗಾರ — [73, 457, 137, 466]
vishwa-list-item: ತಮ್ಮ ವೃತ್ತಿಪರ ಕೆಲಸಕ್ಕಾಗಿ ವಿದೇಶಕ್ಕೆ ಹೋಗುವ ವೃತ್ತಿಪರ ಉದ್ಯೋಗಿಗಳು ಮತ್ತು ಉದ್ಯಮಿಗಳು — [774, 1279, 930, 1300]
sign-name: ವೃಷಭ — [37, 656, 57, 667]
global-story — [200, 946, 760, 1452]
lead-subhead: ತೆಲಂಗಾಣಕ್ಕೆ ಬೆಣ್ಣೆ, ನಮಗೆ ಸುಣ್ಣ: — [200, 601, 281, 611]
global-subhead: ಹಡಗಿನಲ್ಲಿ ಶುರುವಾಯ್ತು ಶಾಖೆ: — [200, 1030, 279, 1040]
horoscope-sign — [107, 696, 190, 732]
horoscope-sign — [20, 696, 103, 732]
bjp-sidebox: ಮುಸ್ಲಿಮರಿಗೆಷ್ಟೇ ಇಂಥ ಯೋಜನೆಗಳು ಏಕೆ? ರಾಜ್ಯ ಬಜೆಟ್‌ನಲ್ಲಿ ಅಲ್ಪಸಂಖ್ಯಾತರಿಗೆ, ಮುಖ್ಯವಾಗಿ ಮುಸ್ಲಿಮರಿಗೆ ನೀಡಲಾಗಿರುವ ಯೋಜನೆಗಳ ಬಗ್ಗೆ ಬಿಜೆಪಿ ಪ್ರಶ್ನಿಸಿದೆ. ಸರ್ಕಾರಿ ಗುತ್ತಿಗೆಯಲ್ಲಿ ಮೀಸಲಾತಿ, ವಿದೇಶ ವ್ಯಾಸಂಗಕ್ಕೆ 30 ಲಕ್ಷ ರೂ. ನೆರವು ಸೇರಿದಂತೆ ಹಲವು ಯೋಜನೆಗಳ ಬಗ್ಗೆ ಆಕ್ಷೇಪ ವ್ಯಕ್ತಪಡಿಸಿದೆ. — [346, 836, 660, 892]
sign-name: ಮೀನ — [124, 807, 141, 818]
masthead-day: ಮಂಗಳವಾರ — [820, 42, 865, 55]
logo-tagline: ರಾಷ್ಟ್ರೀಯ ಪ್ರಜ್ಞೆಯ ಪತ್ರಿಕೆ — [92, 67, 140, 74]
global-box-53: 53 ದೇಶಗಳಲ್ಲಿ ಶಾಖೆ ವಿಸ್ತರಣೆ ಭಾರತದ ಹೊರಗೆ ಕೀನ್ಯಾದಲ್ಲಿ ಮೊದಲ ಶಾಖೆ ಆರಂಭವಾಯಿತು. ಬ್ರಿಟನ್, ಅಮೆರಿಕ, ಕೆನಡಾ, ಆಸ್ಟ್ರೇಲಿಯಾ, ನೇಪಾಳ, ಮಾರಿಷಸ್, ಟ್ರಿನಿಡಾಡ್, ಗಯಾನಾ, ಸುರಿನಾಮ್, ಫಿಜಿ, ಥಾಯ್ಲೆಂಡ್, ಸಿಂಗಾಪುರ, ಮಲೇಷ್ಯಾ, ನೆದರ್ಲೆಂಡ್ಸ್, ಜರ್ಮನಿ ಸೇರಿದಂತೆ 53 ದೇಶಗಳಲ್ಲಿ ಸಂಘದ ಶಾಖೆಗಳಿವೆ. ಪ್ರತಿ ವಾರ 1,624 ಶಾಖೆಗಳು ನಡೆಯುತ್ತವೆ. ವಿದೇಶಗಳಲ್ಲಿ ಹುಟ್ಟಿ ಬೆಳೆದ ಮಕ್ಕಳು ಸಹ ಶಾಖೆಗಳಲ್ಲಿ ಭಾಗವಹಿಸುತ್ತಿದ್ದಾರೆ. — [396, 980, 576, 1260]
